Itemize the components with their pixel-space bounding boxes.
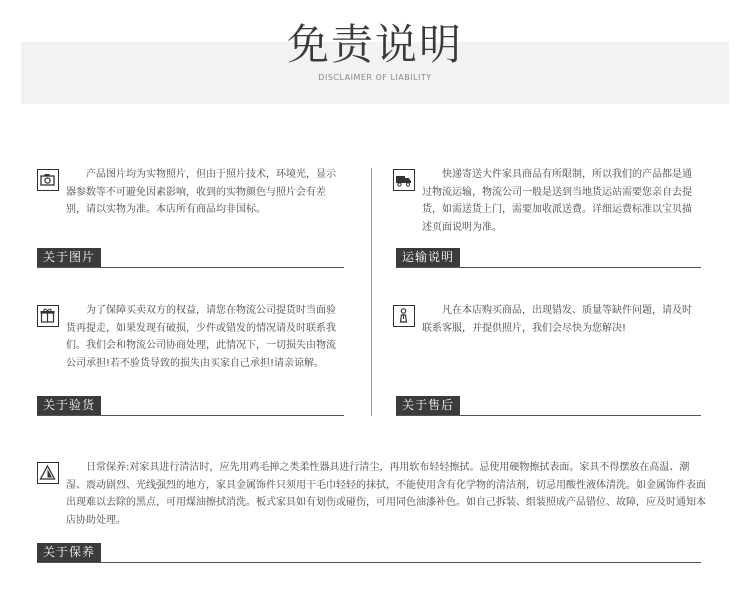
page-subtitle: DISCLAIMER OF LIABILITY [318,73,432,82]
inspection-tag: 关于验货 [37,396,101,415]
pictures-text: 产品图片均为实物照片，但由于照片技术，环境光，显示器参数等不可避免因素影响，收到的实物颜色与照片会有差别，请以实物为准。本店所有商品均非国标。 [66,169,336,215]
truck-icon [393,169,415,191]
maintenance-tag: 关于保养 [37,543,101,562]
pictures-tag: 关于图片 [37,248,101,267]
maintenance-text: 日常保养:对家具进行清洁时，应先用鸡毛掸之类柔性器具进行清尘，再用软布轻轻擦拭。忌使用硬物擦拭表面。家具不得摆放在高温、潮湿、震动剧烈、光线强烈的地方，家具金属饰件只须用干毛巾轻轻的抹拭，不能使用含有化学物的清洁剂，切忌用酸性液体清洗。如金属饰件表面出现难以去除的黑点，可用煤油擦拭消洗。板式家具如有划伤或碰伤，可用同色油漆补色。如自己拆装、组装照成产品错位、故障，应及时通知本店协助处理。 [66,462,706,526]
warning-triangle-icon [37,462,59,484]
inspection-text: 为了保障买卖双方的权益，请您在物流公司提货时当面验货再提走，如果发现有破损，少件或错发的情况请及时联系我们。我们会和物流公司协商处理，此情况下，一切损失由物流公司承担!若不验货导致的损失由买家自己承担!请亲谅解。 [66,305,336,369]
camera-icon [37,169,59,191]
shipping-text: 快递寄送大件家具商品有所限制，所以我们的产品都是通过物流运输，物流公司一般是送到当地货运站需要您亲自去提货，如需送货上门，需要加收派送费。详细运费标准以宝贝描述页面说明为准。 [422,169,692,233]
after-sales-tag: 关于售后 [396,396,460,415]
pictures-rule [37,267,344,268]
page-title: 免责说明 [286,20,463,69]
person-icon [393,305,415,327]
inspection-rule [37,415,344,416]
maintenance-rule [37,562,701,563]
shipping-rule [396,267,701,268]
after-sales-section [393,305,701,345]
after-sales-rule [396,415,701,416]
pictures-section [37,169,343,229]
shipping-tag: 运输说明 [396,248,460,267]
gift-box-icon [37,305,59,327]
after-sales-text: 凡在本店购买商品，出现错发、质量等缺件问题，请及时联系客服，并提供照片，我们会尽快为您解决! [422,305,692,334]
maintenance-section [37,462,707,532]
inspection-section [37,305,343,385]
shipping-section [393,169,701,239]
column-divider [371,168,372,416]
